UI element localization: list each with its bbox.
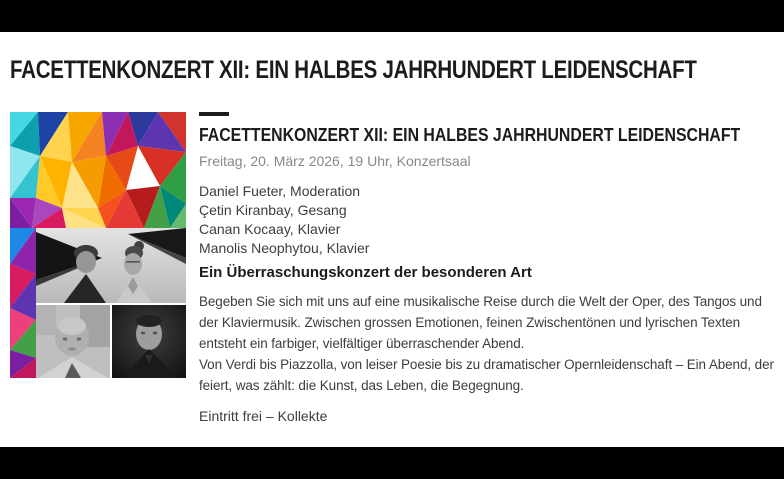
letterbox-top-bar <box>0 0 784 32</box>
performer-list <box>199 182 774 258</box>
event-title: FACETTENKONZERT XII: EIN HALBES JAHRHUNDERT LEIDENSCHAFT <box>199 125 741 145</box>
performer-item: Canan Kocaay, Klavier <box>199 221 341 237</box>
event-date-location: Freitag, 20. März 2026, 19 Uhr, Konzertsaal <box>199 153 471 169</box>
event-description-part2: Von Verdi bis Piazzolla, von leiser Poesie bis zu dramatischer Opernleidenschaft – Ein Abend, der feiert, was zählt: die Kunst, das Leben, die Begegnung. <box>199 357 774 393</box>
event-lead-line: Ein Überraschungskonzert der besonderen Art <box>199 264 532 281</box>
poster-photo-man-right <box>112 305 186 378</box>
page-background <box>0 32 784 447</box>
event-details <box>199 110 774 425</box>
event-description <box>199 291 774 396</box>
poster-photo-grid <box>36 228 186 378</box>
poster-photo-duo <box>36 228 186 303</box>
admission-info: Eintritt frei – Kollekte <box>199 408 328 424</box>
page-title: FACETTENKONZERT XII: EIN HALBES JAHRHUNDERT LEIDENSCHAFT <box>10 56 697 84</box>
performer-item: Daniel Fueter, Moderation <box>199 183 361 199</box>
performer-item: Manolis Neophytou, Klavier <box>199 240 370 256</box>
letterbox-bottom-bar <box>0 447 784 479</box>
poster-photo-man-left <box>36 305 110 378</box>
event-poster-image <box>10 112 186 378</box>
title-dash-divider <box>199 112 229 116</box>
event-description-part1: Begeben Sie sich mit uns auf eine musikalische Reise durch die Welt der Oper, des Tangos und der Klaviermusik. Zwischen grossen Emotionen, feinen Zwischentönen und lyrischen Texten entsteht ein farbiger, vielfältiger überraschender Abend. <box>199 294 762 351</box>
performer-item: Çetin Kiranbay, Gesang <box>199 202 347 218</box>
